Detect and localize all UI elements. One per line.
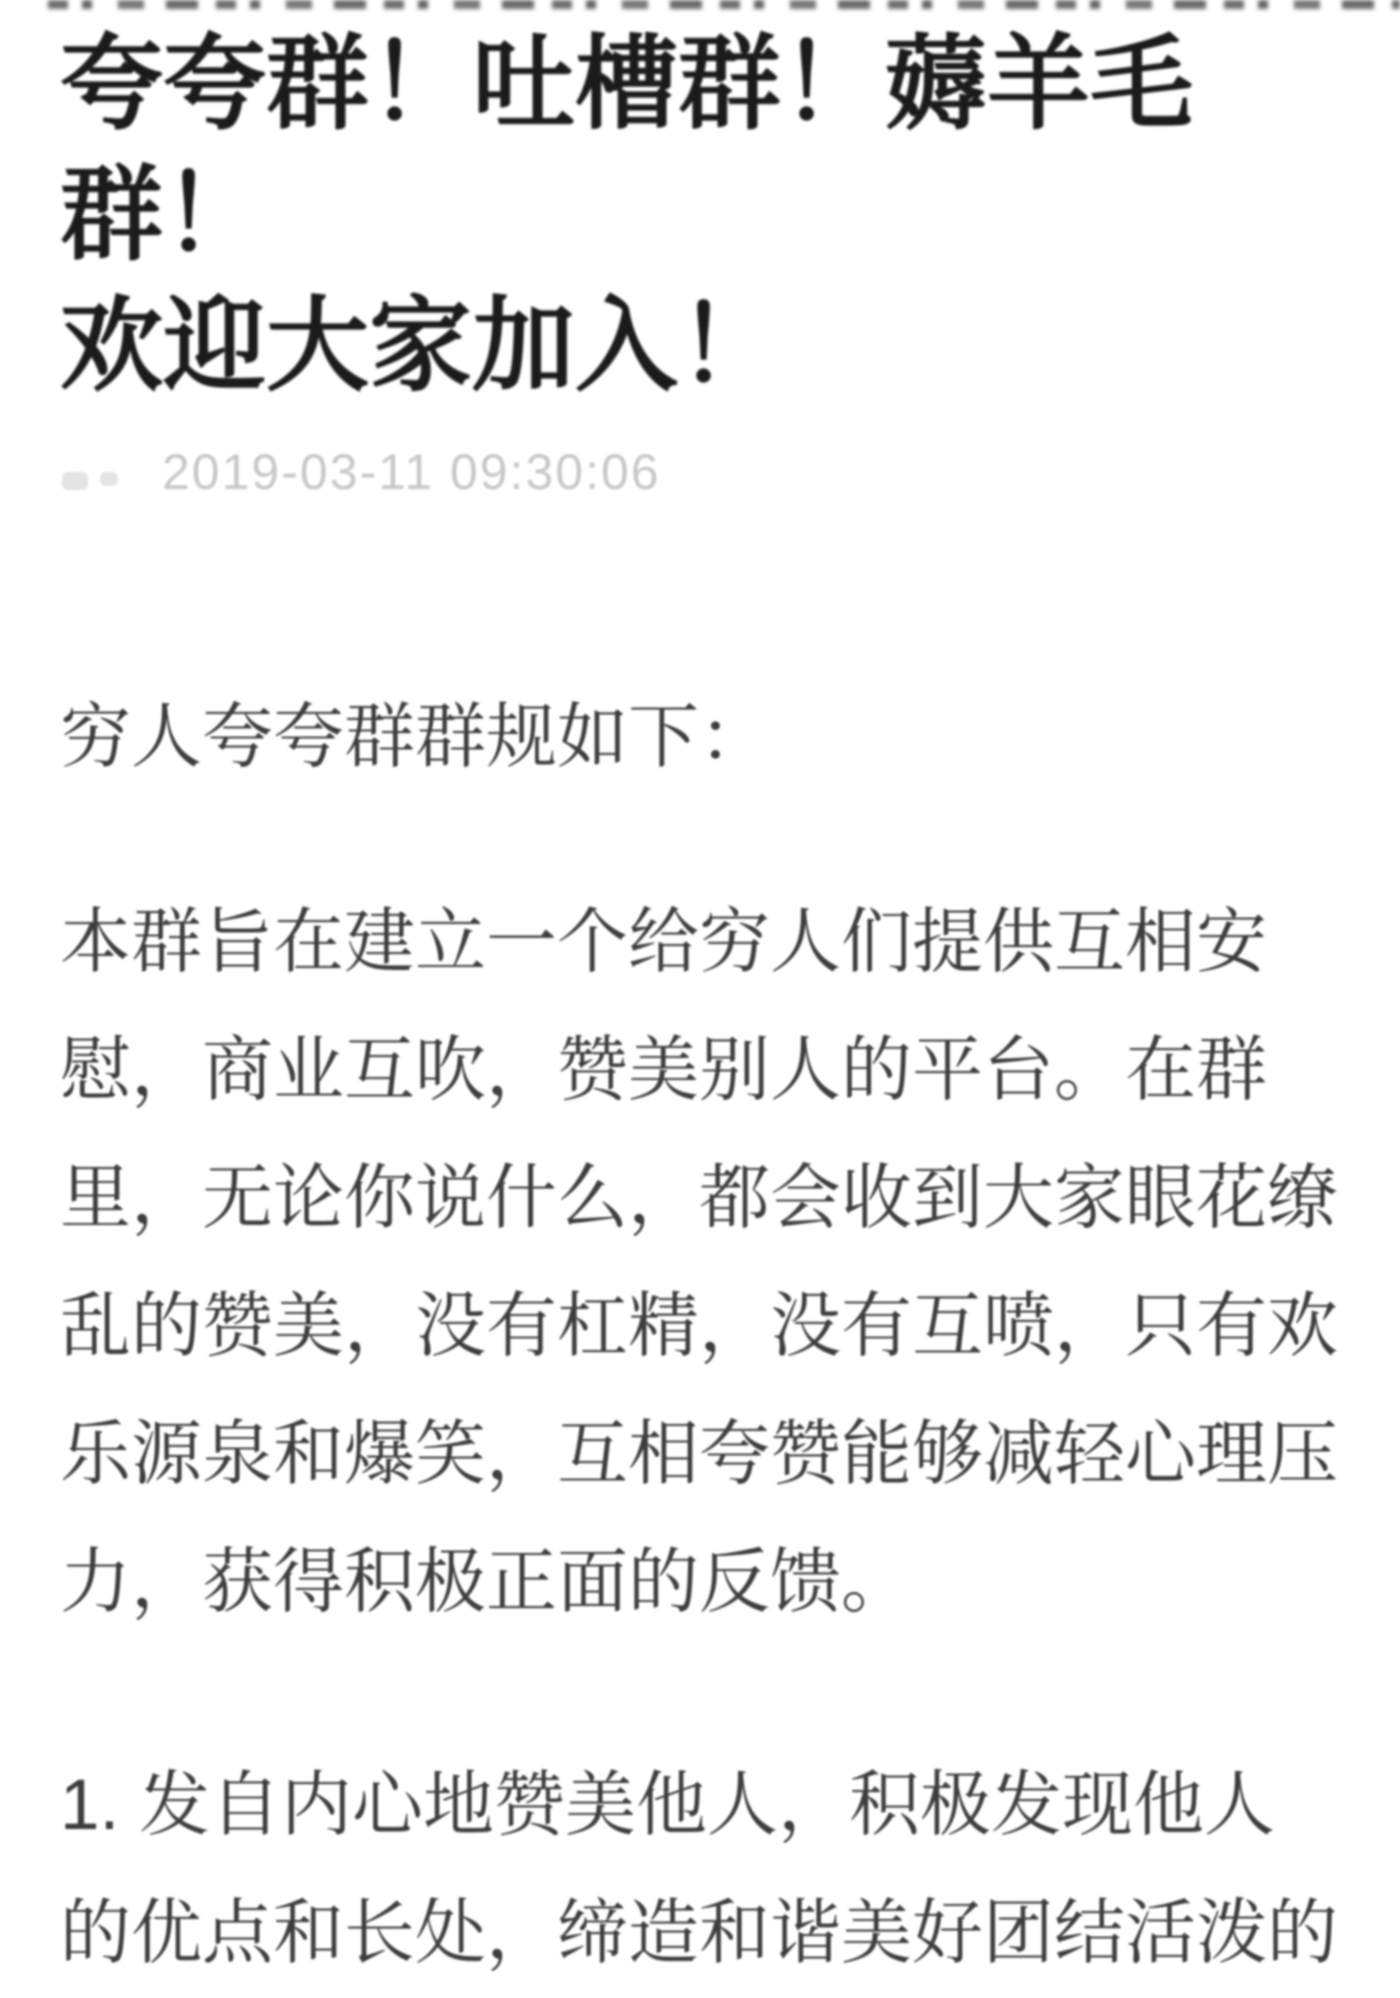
- clipped-previous-line-sliver: [48, 0, 1400, 9]
- group-description-paragraph: 本群旨在建立一个给穷人们提供互相安 慰，商业互吹，赞美别人的平台。在群 里，无论你说什么，都会收到大家眼花缭 乱的赞美，没有杠精，没有互喷，只有欢 乐源泉和爆笑，互相夸赞能够减轻心理压 力，获得积极正面的反馈。: [60, 903, 1339, 1622]
- post-title: 夸夸群！吐槽群！薅羊毛群！ 欢迎大家加入！: [60, 26, 1193, 403]
- post-timestamp: 2019-03-11 09:30:06: [162, 444, 661, 500]
- group-rules-intro: 穷人夸夸群群规如下：: [60, 698, 771, 777]
- post-meta-row: [60, 443, 1386, 501]
- rule-1-paragraph: 1. 发自内心地赞美他人，积极发现他人 的优点和长处，缔造和谐美好团结活泼的: [60, 1766, 1339, 1973]
- redacted-author-icon: [60, 452, 138, 492]
